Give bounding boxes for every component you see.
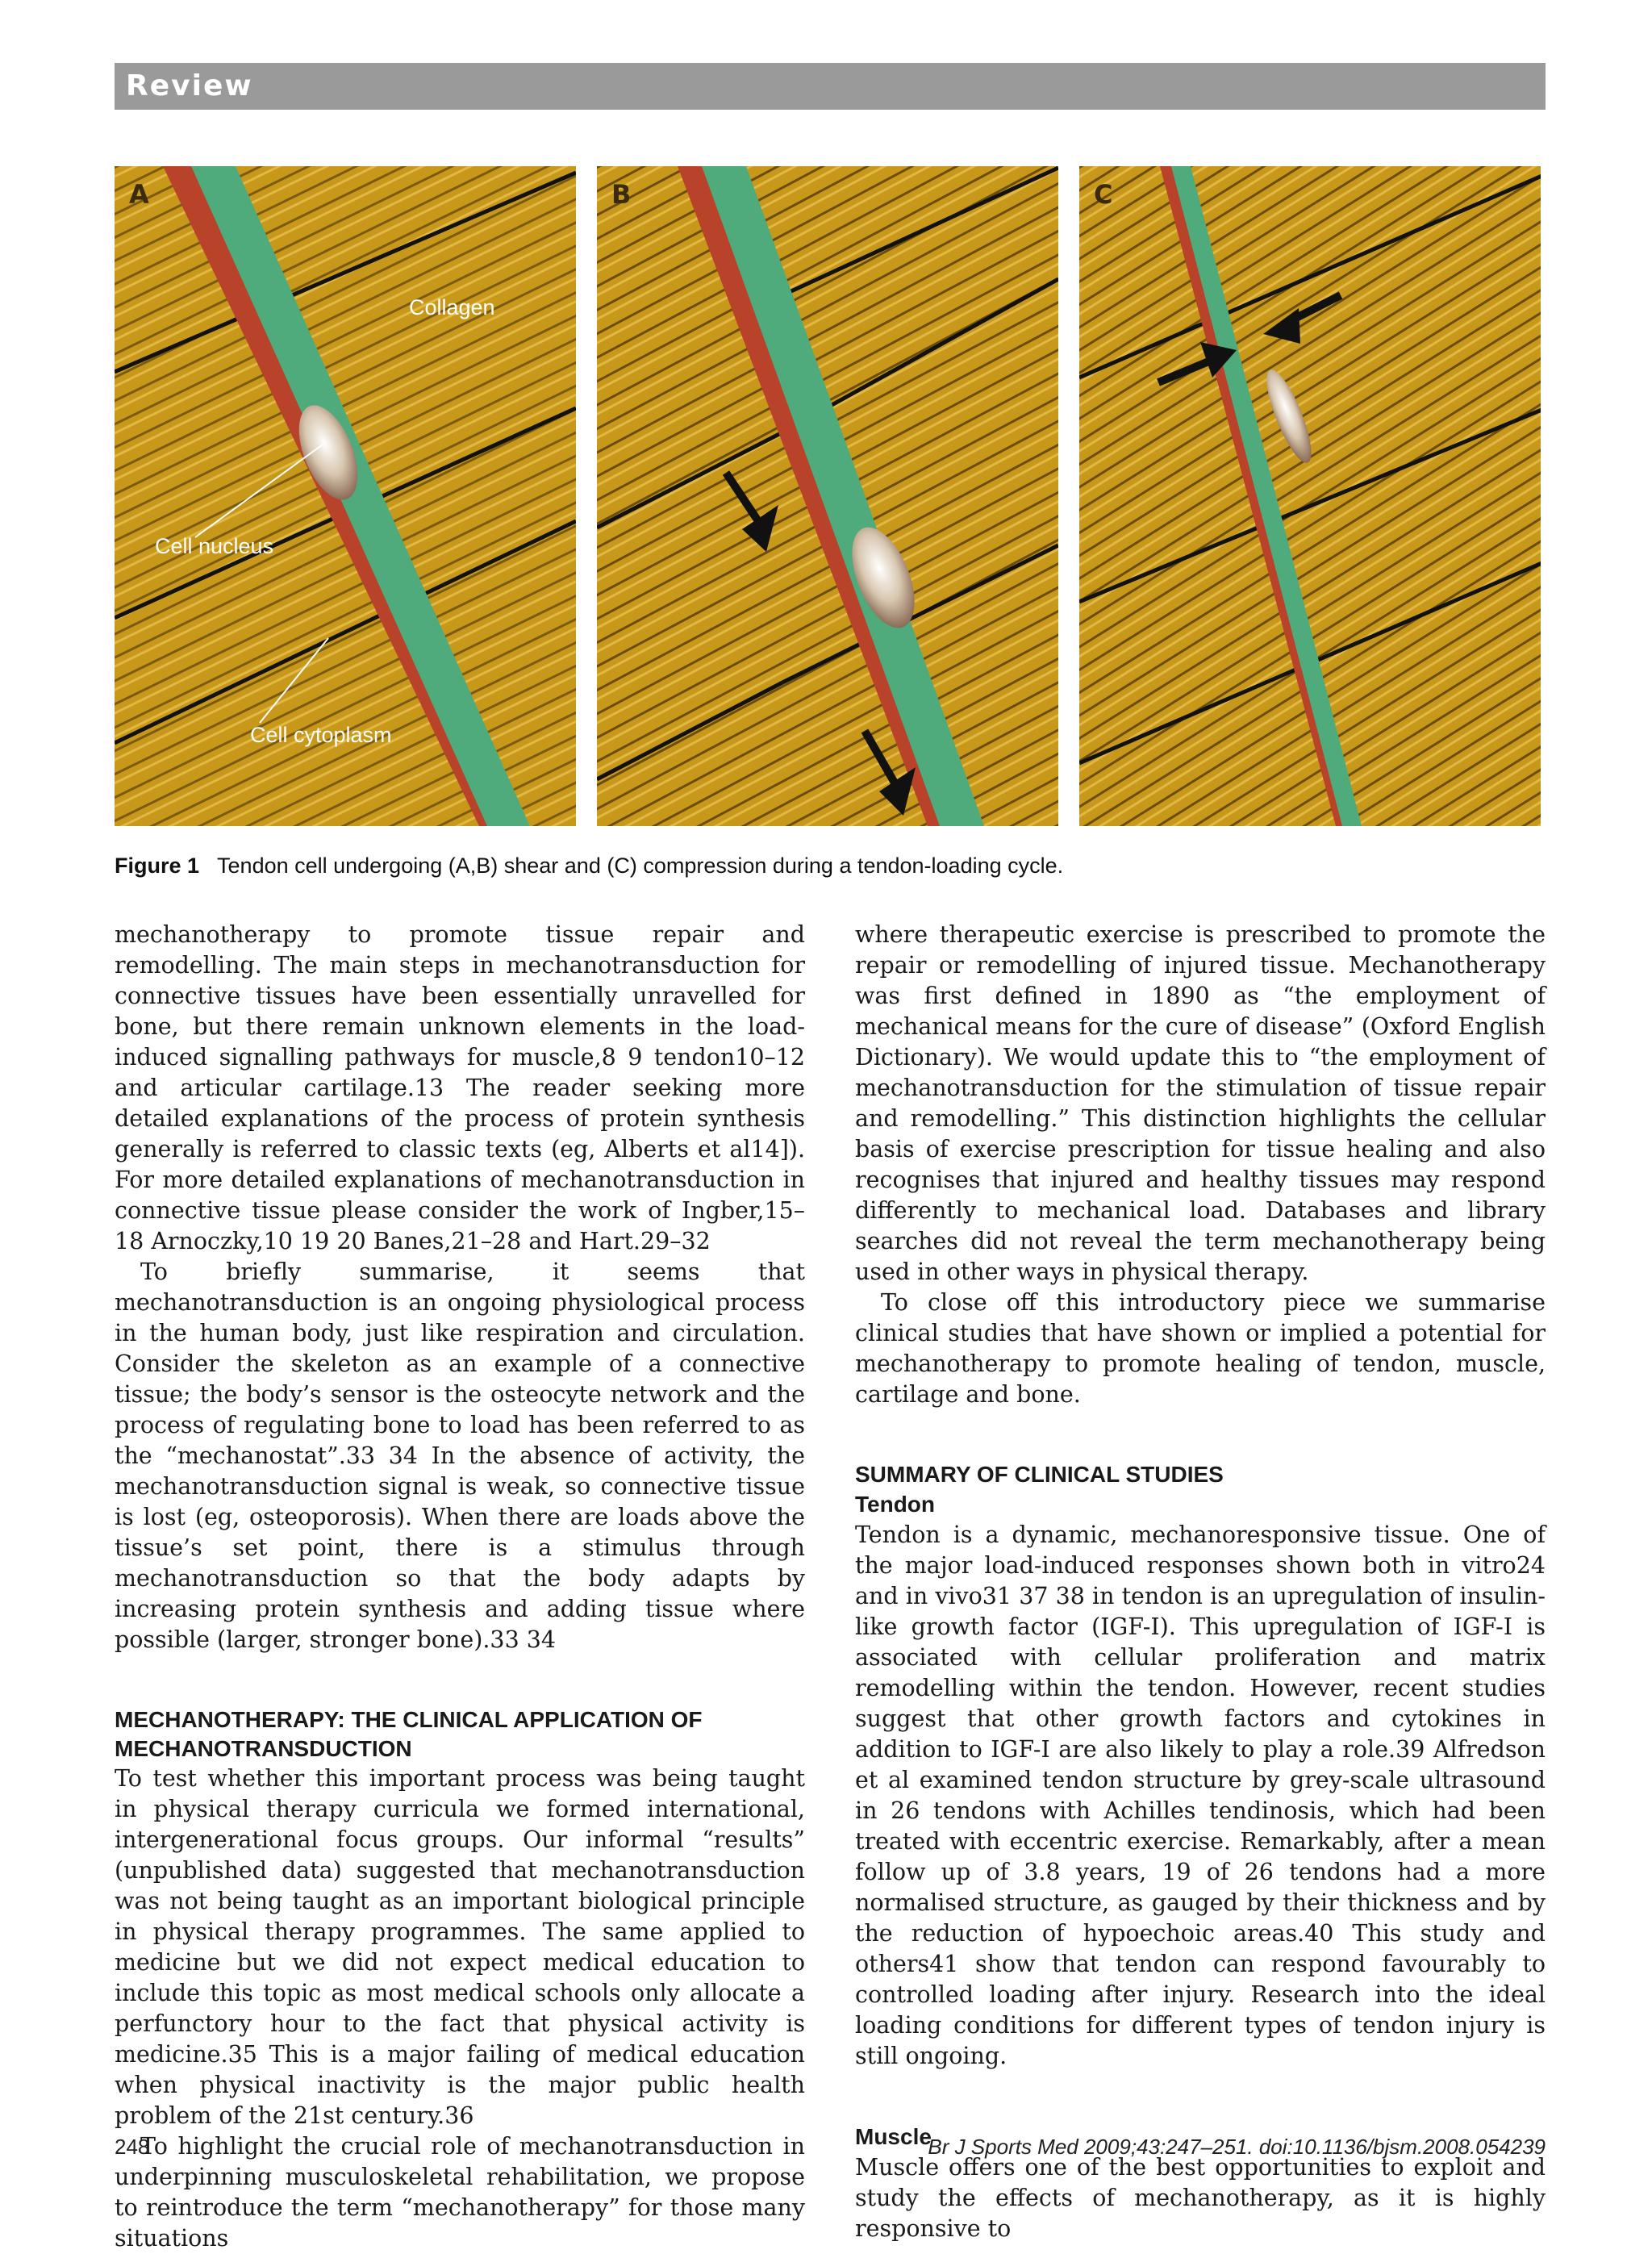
right-paragraph-2: To close off this introductory piece we summarise clinical studies that have shown or implied a potential for mechanotherapy to promote healing of tendon, muscle, cartilage and bone. — [855, 1289, 1546, 1408]
right-paragraph-4: Muscle offers one of the best opportunities to exploit and study the effects of mechanotherapy, as it is highly responsive to — [855, 2154, 1546, 2242]
section-heading-clinical-studies: SUMMARY OF CLINICAL STUDIES — [855, 1462, 1224, 1487]
panel-letter-c: C — [1094, 179, 1113, 210]
figure-panel-b — [597, 166, 1058, 826]
label-collagen: Collagen — [409, 295, 495, 319]
page-number: 248 — [115, 2135, 150, 2159]
right-column — [855, 920, 1546, 2244]
section-header-bar — [115, 63, 1546, 110]
label-cell-nucleus: Cell nucleus — [155, 534, 274, 558]
subheading-tendon: Tendon — [855, 1492, 936, 1517]
left-paragraph-1: mechanotherapy to promote tissue repair and remodelling. The main steps in mechanotransduction for connective tissues have been essentially unravelled for bone, but there remain unknown elements in the load-induced signalling pathways for muscle,8 9 tendon10–12 and articular cartilage.13 The reader seeking more detailed explanations of the process of protein synthesis generally is referred to classic texts (eg, Alberts et al14]). For more detailed explanations of mechanotransduction in connective tissue please consider the work of Ingber,15–18 Arnoczky,10 19 20 Banes,21–28 and Hart.29–32 — [115, 921, 805, 1254]
label-cell-cytoplasm: Cell cytoplasm — [250, 723, 392, 747]
left-paragraph-3: To test whether this important process was being taught in physical therapy curricula we formed international, intergenerational focus groups. Our informal “results” (unpublished data) suggested that mechanotransduction was not being taught as an important biological principle in physical therapy programmes. The same applied to medicine but we did not expect medical education to include this topic as most medical schools only allocate a perfunctory hour to the fact that physical activity is medicine.35 This is a major failing of medical education when physical inactivity is the major public health problem of the 21st century.36 — [115, 1765, 805, 2129]
left-paragraph-2: To briefly summarise, it seems that mechanotransduction is an ongoing physiological process in the human body, just like respiration and circulation. Consider the skeleton as an example of a connective tissue; the body’s sensor is the osteocyte network and the process of regulating bone to load has been referred to as the “mechanostat”.33 34 In the absence of activity, the mechanotransduction signal is weak, so connective tissue is lost (eg, osteoporosis). When there are loads above the tissue’s set point, there is a stimulus through mechanotransduction so that the body adapts by increasing protein synthesis and adding tissue where possible (larger, stronger bone).33 34 — [115, 1258, 805, 1653]
panel-letter-b: B — [611, 179, 632, 210]
figure-panel-c — [1079, 166, 1541, 826]
figure-caption — [115, 854, 1546, 879]
section-label: Review — [126, 69, 253, 102]
panel-b-illustration — [597, 166, 1058, 826]
journal-citation: Br J Sports Med 2009;43:247–251. doi:10.1136/bjsm.2008.054239 — [928, 2135, 1546, 2159]
section-heading-mechanotherapy: MECHANOTHERAPY: THE CLINICAL APPLICATION OF MECHANOTRANSDUCTION — [115, 1707, 703, 1761]
figure-panel-a — [115, 166, 576, 826]
figure-caption-text: Tendon cell undergoing (A,B) shear and (C) compression during a tendon-loading cycle. — [217, 854, 1064, 878]
panel-c-illustration — [1079, 166, 1541, 826]
right-paragraph-3: Tendon is a dynamic, mechanoresponsive tissue. One of the major load-induced responses shown both in vitro24 and in vivo31 37 38 in tendon is an upregulation of insulin-like growth factor (IGF-I). This upregulation of IGF-I is associated with cellular proliferation and matrix remodelling within the tendon. However, recent studies suggest that other growth factors and cytokines in addition to IGF-I are also likely to play a role.39 Alfredson et al examined tendon structure by grey-scale ultrasound in 26 tendons with Achilles tendinosis, which had been treated with eccentric exercise. Remarkably, after a mean follow up of 3.8 years, 19 of 26 tendons had a more normalised structure, as gauged by their thickness and by the reduction of hypoechoic areas.40 This study and others41 show that tendon can respond favourably to controlled loading after injury. Research into the ideal loading conditions for different types of tendon injury is still ongoing. — [855, 1521, 1546, 2069]
figure-caption-label: Figure 1 — [115, 854, 200, 878]
left-column — [115, 920, 805, 2254]
right-paragraph-1: where therapeutic exercise is prescribed to promote the repair or remodelling of injured tissue. Mechanotherapy was first defined in 1890 as “the employment of mechanical means for the cure of disease” (Oxford English Dictionary). We would update this to “the employment of mechanotransduction for the stimulation of tissue repair and remodelling.” This distinction highlights the cellular basis of exercise prescription for tissue healing and also recognises that injured and healthy tissues may respond differently to mechanical load. Databases and library searches did not reveal the term mechanotherapy being used in other ways in physical therapy. — [855, 921, 1546, 1285]
panel-letter-a: A — [129, 179, 149, 210]
subheading-muscle: Muscle — [855, 2124, 932, 2149]
left-paragraph-4: To highlight the crucial role of mechanotransduction in underpinning musculoskeletal rehabilitation, we propose to reintroduce the term “mechanotherapy” for those many situations — [115, 2133, 805, 2252]
